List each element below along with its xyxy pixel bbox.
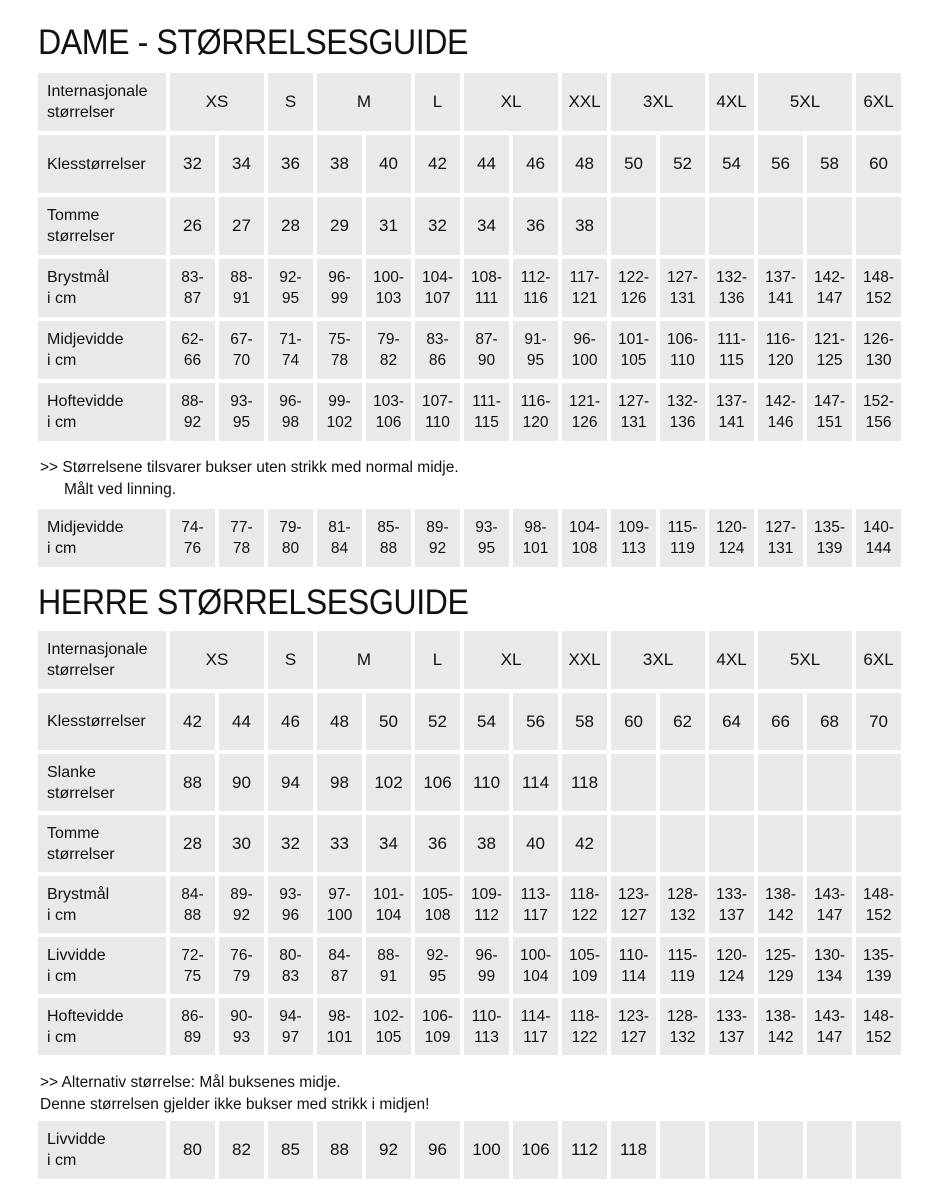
size-value-cell: 60 [856, 135, 901, 193]
size-value-cell: 48 [562, 135, 607, 193]
size-value-cell: 29 [317, 197, 362, 255]
size-value-cell: 32 [415, 197, 460, 255]
size-value-cell: 99- 102 [317, 383, 362, 441]
size-value-cell: 113- 117 [513, 876, 558, 933]
size-value-cell: 77- 78 [219, 509, 264, 567]
size-header-xl: XL [464, 73, 558, 131]
size-value-cell: 33 [317, 815, 362, 872]
size-header-6xl: 6XL [856, 631, 901, 689]
size-value-cell: 32 [170, 135, 215, 193]
size-value-cell: 80- 83 [268, 937, 313, 994]
size-value-cell: 106 [513, 1121, 558, 1179]
size-value-cell: 54 [709, 135, 754, 193]
size-value-cell: 88- 91 [219, 259, 264, 317]
size-value-cell: 133- 137 [709, 876, 754, 933]
size-value-cell: 98 [317, 754, 362, 811]
size-value-cell: 104- 107 [415, 259, 460, 317]
size-value-cell: 42 [170, 693, 215, 750]
size-value-cell: 123- 127 [611, 876, 656, 933]
size-value-cell: 36 [513, 197, 558, 255]
size-value-cell: 96- 98 [268, 383, 313, 441]
size-header-4xl: 4XL [709, 631, 754, 689]
herre-row-label: Brystmål i cm [38, 876, 166, 933]
size-value-cell: 118- 122 [562, 876, 607, 933]
dame-note-line-1: >> Størrelsene tilsvarer bukser uten strikk med normal midje. [40, 459, 459, 476]
table-row [38, 815, 901, 872]
size-value-cell: 32 [268, 815, 313, 872]
size-header-5xl: 5XL [758, 73, 852, 131]
dame-row-label: Hoftevidde i cm [38, 383, 166, 441]
size-header-l: L [415, 631, 460, 689]
size-value-cell: 142- 146 [758, 383, 803, 441]
size-value-cell: 96 [415, 1121, 460, 1179]
size-value-cell: 58 [807, 135, 852, 193]
size-header-s: S [268, 73, 313, 131]
size-value-cell: 60 [611, 693, 656, 750]
size-value-cell: 38 [317, 135, 362, 193]
size-value-cell: 115- 119 [660, 509, 705, 567]
size-value-cell: 132- 136 [660, 383, 705, 441]
size-value-cell: 36 [268, 135, 313, 193]
size-header-row [38, 631, 901, 689]
table-row [38, 509, 901, 567]
size-value-cell: 64 [709, 693, 754, 750]
size-value-cell: 127- 131 [660, 259, 705, 317]
size-value-cell: 147- 151 [807, 383, 852, 441]
size-value-cell: 133- 137 [709, 998, 754, 1055]
size-value-cell: 92- 95 [415, 937, 460, 994]
dame-title: DAME - STØRRELSESGUIDE [38, 23, 469, 62]
size-value-cell: 96- 100 [562, 321, 607, 379]
empty-cell [611, 754, 656, 811]
size-header-l: L [415, 73, 460, 131]
size-value-cell: 100- 103 [366, 259, 411, 317]
table-row [38, 197, 901, 255]
table-row [38, 259, 901, 317]
size-value-cell: 90 [219, 754, 264, 811]
size-value-cell: 87- 90 [464, 321, 509, 379]
empty-cell [807, 815, 852, 872]
size-value-cell: 86- 89 [170, 998, 215, 1055]
size-value-cell: 31 [366, 197, 411, 255]
size-value-cell: 26 [170, 197, 215, 255]
dame-row-label: Klesstørrelser [38, 135, 166, 193]
size-value-cell: 70 [856, 693, 901, 750]
size-header-xs: XS [170, 631, 264, 689]
table-row [38, 321, 901, 379]
size-value-cell: 130- 134 [807, 937, 852, 994]
size-value-cell: 126- 130 [856, 321, 901, 379]
size-value-cell: 42 [415, 135, 460, 193]
dame-note-line-2: Målt ved linning. [64, 481, 177, 498]
size-value-cell: 112- 116 [513, 259, 558, 317]
size-value-cell: 44 [219, 693, 264, 750]
size-value-cell: 97- 100 [317, 876, 362, 933]
size-value-cell: 111- 115 [709, 321, 754, 379]
size-header-m: M [317, 73, 411, 131]
herre-row-label: Livvidde i cm [38, 937, 166, 994]
size-header-3xl: 3XL [611, 631, 705, 689]
empty-cell [758, 1121, 803, 1179]
empty-cell [709, 1121, 754, 1179]
size-value-cell: 96- 99 [317, 259, 362, 317]
size-header-4xl: 4XL [709, 73, 754, 131]
size-value-cell: 128- 132 [660, 998, 705, 1055]
size-value-cell: 148- 152 [856, 876, 901, 933]
empty-cell [807, 1121, 852, 1179]
size-header-row [38, 73, 901, 131]
size-value-cell: 110- 113 [464, 998, 509, 1055]
size-value-cell: 109- 112 [464, 876, 509, 933]
size-value-cell: 127- 131 [611, 383, 656, 441]
table-row [38, 135, 901, 193]
herre-note-line-2: Denne størrelsen gjelder ikke bukser med strikk i midjen! [40, 1096, 430, 1113]
herre-row-label: Tomme størrelser [38, 815, 166, 872]
empty-cell [807, 754, 852, 811]
size-value-cell: 80 [170, 1121, 215, 1179]
size-value-cell: 135- 139 [807, 509, 852, 567]
empty-cell [709, 197, 754, 255]
size-value-cell: 34 [219, 135, 264, 193]
empty-cell [660, 815, 705, 872]
dame-row-label: Tomme størrelser [38, 197, 166, 255]
size-value-cell: 67- 70 [219, 321, 264, 379]
herre-row-label: Slanke størrelser [38, 754, 166, 811]
size-value-cell: 100 [464, 1121, 509, 1179]
size-value-cell: 102 [366, 754, 411, 811]
empty-cell [758, 197, 803, 255]
size-value-cell: 115- 119 [660, 937, 705, 994]
size-value-cell: 62- 66 [170, 321, 215, 379]
size-value-cell: 91- 95 [513, 321, 558, 379]
size-value-cell: 123- 127 [611, 998, 656, 1055]
size-value-cell: 88 [170, 754, 215, 811]
size-value-cell: 108- 111 [464, 259, 509, 317]
size-value-cell: 121- 126 [562, 383, 607, 441]
empty-cell [807, 197, 852, 255]
empty-cell [611, 197, 656, 255]
size-value-cell: 56 [513, 693, 558, 750]
size-value-cell: 76- 79 [219, 937, 264, 994]
size-value-cell: 118 [562, 754, 607, 811]
size-value-cell: 135- 139 [856, 937, 901, 994]
size-value-cell: 88- 92 [170, 383, 215, 441]
size-value-cell: 94- 97 [268, 998, 313, 1055]
size-value-cell: 54 [464, 693, 509, 750]
size-value-cell: 137- 141 [709, 383, 754, 441]
table-row [38, 937, 901, 994]
size-value-cell: 120- 124 [709, 937, 754, 994]
size-value-cell: 92- 95 [268, 259, 313, 317]
size-value-cell: 88- 91 [366, 937, 411, 994]
size-value-cell: 58 [562, 693, 607, 750]
size-value-cell: 143- 147 [807, 998, 852, 1055]
size-header-m: M [317, 631, 411, 689]
empty-cell [660, 197, 705, 255]
size-value-cell: 98- 101 [317, 998, 362, 1055]
size-value-cell: 85 [268, 1121, 313, 1179]
dame-size-table [34, 69, 905, 445]
size-value-cell: 96- 99 [464, 937, 509, 994]
herre-title: HERRE STØRRELSESGUIDE [38, 583, 469, 622]
size-value-cell: 89- 92 [219, 876, 264, 933]
size-header-xxl: XXL [562, 631, 607, 689]
size-value-cell: 116- 120 [513, 383, 558, 441]
table-row [38, 998, 901, 1055]
size-value-cell: 40 [366, 135, 411, 193]
size-value-cell: 71- 74 [268, 321, 313, 379]
size-value-cell: 93- 95 [464, 509, 509, 567]
size-value-cell: 74- 76 [170, 509, 215, 567]
size-value-cell: 107- 110 [415, 383, 460, 441]
size-value-cell: 109- 113 [611, 509, 656, 567]
empty-cell [758, 754, 803, 811]
empty-cell [611, 815, 656, 872]
size-value-cell: 112 [562, 1121, 607, 1179]
table-row [38, 1121, 901, 1179]
size-value-cell: 120- 124 [709, 509, 754, 567]
size-value-cell: 44 [464, 135, 509, 193]
dame-extra-table [34, 505, 905, 571]
size-value-cell: 128- 132 [660, 876, 705, 933]
size-value-cell: 125- 129 [758, 937, 803, 994]
size-value-cell: 101- 105 [611, 321, 656, 379]
size-value-cell: 117- 121 [562, 259, 607, 317]
table-row [38, 754, 901, 811]
empty-cell [660, 1121, 705, 1179]
size-value-cell: 94 [268, 754, 313, 811]
size-value-cell: 140- 144 [856, 509, 901, 567]
size-value-cell: 66 [758, 693, 803, 750]
size-header-xl: XL [464, 631, 558, 689]
size-value-cell: 116- 120 [758, 321, 803, 379]
size-value-cell: 105- 108 [415, 876, 460, 933]
size-value-cell: 89- 92 [415, 509, 460, 567]
size-value-cell: 52 [415, 693, 460, 750]
size-value-cell: 38 [562, 197, 607, 255]
size-header-xs: XS [170, 73, 264, 131]
size-value-cell: 84- 87 [317, 937, 362, 994]
herre-note-line-1: >> Alternativ størrelse: Mål buksenes midje. [40, 1074, 341, 1091]
size-value-cell: 88 [317, 1121, 362, 1179]
empty-cell [660, 754, 705, 811]
size-value-cell: 142- 147 [807, 259, 852, 317]
size-value-cell: 103- 106 [366, 383, 411, 441]
size-value-cell: 52 [660, 135, 705, 193]
size-value-cell: 98- 101 [513, 509, 558, 567]
empty-cell [709, 754, 754, 811]
size-value-cell: 75- 78 [317, 321, 362, 379]
dame-row-label: Midjevidde i cm [38, 321, 166, 379]
size-value-cell: 83- 86 [415, 321, 460, 379]
size-value-cell: 30 [219, 815, 264, 872]
size-value-cell: 106- 110 [660, 321, 705, 379]
size-header-5xl: 5XL [758, 631, 852, 689]
size-value-cell: 114 [513, 754, 558, 811]
size-value-cell: 79- 82 [366, 321, 411, 379]
size-value-cell: 36 [415, 815, 460, 872]
empty-cell [856, 1121, 901, 1179]
size-value-cell: 132- 136 [709, 259, 754, 317]
size-value-cell: 127- 131 [758, 509, 803, 567]
size-value-cell: 34 [366, 815, 411, 872]
size-value-cell: 93- 95 [219, 383, 264, 441]
size-value-cell: 50 [366, 693, 411, 750]
size-value-cell: 62 [660, 693, 705, 750]
size-value-cell: 34 [464, 197, 509, 255]
size-value-cell: 121- 125 [807, 321, 852, 379]
size-value-cell: 28 [268, 197, 313, 255]
empty-cell [758, 815, 803, 872]
size-value-cell: 118- 122 [562, 998, 607, 1055]
herre-extra-row-label: Livvidde i cm [38, 1121, 166, 1179]
size-value-cell: 137- 141 [758, 259, 803, 317]
size-value-cell: 81- 84 [317, 509, 362, 567]
empty-cell [856, 197, 901, 255]
size-value-cell: 138- 142 [758, 998, 803, 1055]
international-sizes-label: Internasjonale størrelser [38, 73, 166, 131]
size-value-cell: 83- 87 [170, 259, 215, 317]
size-value-cell: 85- 88 [366, 509, 411, 567]
size-value-cell: 106- 109 [415, 998, 460, 1055]
table-row [38, 383, 901, 441]
herre-row-label: Hoftevidde i cm [38, 998, 166, 1055]
size-value-cell: 27 [219, 197, 264, 255]
size-value-cell: 118 [611, 1121, 656, 1179]
size-value-cell: 46 [513, 135, 558, 193]
size-value-cell: 100- 104 [513, 937, 558, 994]
size-header-6xl: 6XL [856, 73, 901, 131]
size-value-cell: 102- 105 [366, 998, 411, 1055]
size-value-cell: 110 [464, 754, 509, 811]
size-value-cell: 42 [562, 815, 607, 872]
dame-extra-row-label: Midjevidde i cm [38, 509, 166, 567]
size-value-cell: 152- 156 [856, 383, 901, 441]
size-value-cell: 138- 142 [758, 876, 803, 933]
dame-row-label: Brystmål i cm [38, 259, 166, 317]
herre-extra-table [34, 1117, 905, 1183]
empty-cell [709, 815, 754, 872]
size-value-cell: 48 [317, 693, 362, 750]
international-sizes-label: Internasjonale størrelser [38, 631, 166, 689]
size-value-cell: 84- 88 [170, 876, 215, 933]
size-value-cell: 101- 104 [366, 876, 411, 933]
size-value-cell: 148- 152 [856, 998, 901, 1055]
size-value-cell: 79- 80 [268, 509, 313, 567]
size-header-s: S [268, 631, 313, 689]
table-row [38, 693, 901, 750]
size-value-cell: 28 [170, 815, 215, 872]
size-value-cell: 143- 147 [807, 876, 852, 933]
empty-cell [856, 754, 901, 811]
herre-note [40, 1072, 429, 1116]
size-value-cell: 50 [611, 135, 656, 193]
size-value-cell: 110- 114 [611, 937, 656, 994]
size-value-cell: 104- 108 [562, 509, 607, 567]
size-value-cell: 92 [366, 1121, 411, 1179]
size-value-cell: 106 [415, 754, 460, 811]
size-value-cell: 114- 117 [513, 998, 558, 1055]
table-row [38, 876, 901, 933]
dame-note [40, 457, 459, 501]
size-value-cell: 90- 93 [219, 998, 264, 1055]
size-value-cell: 56 [758, 135, 803, 193]
herre-row-label: Klesstørrelser [38, 693, 166, 750]
herre-size-table [34, 627, 905, 1059]
size-value-cell: 46 [268, 693, 313, 750]
size-value-cell: 40 [513, 815, 558, 872]
size-value-cell: 105- 109 [562, 937, 607, 994]
size-value-cell: 82 [219, 1121, 264, 1179]
size-value-cell: 111- 115 [464, 383, 509, 441]
size-header-3xl: 3XL [611, 73, 705, 131]
size-value-cell: 93- 96 [268, 876, 313, 933]
size-header-xxl: XXL [562, 73, 607, 131]
size-value-cell: 38 [464, 815, 509, 872]
size-value-cell: 72- 75 [170, 937, 215, 994]
size-value-cell: 122- 126 [611, 259, 656, 317]
size-value-cell: 148- 152 [856, 259, 901, 317]
size-value-cell: 68 [807, 693, 852, 750]
empty-cell [856, 815, 901, 872]
